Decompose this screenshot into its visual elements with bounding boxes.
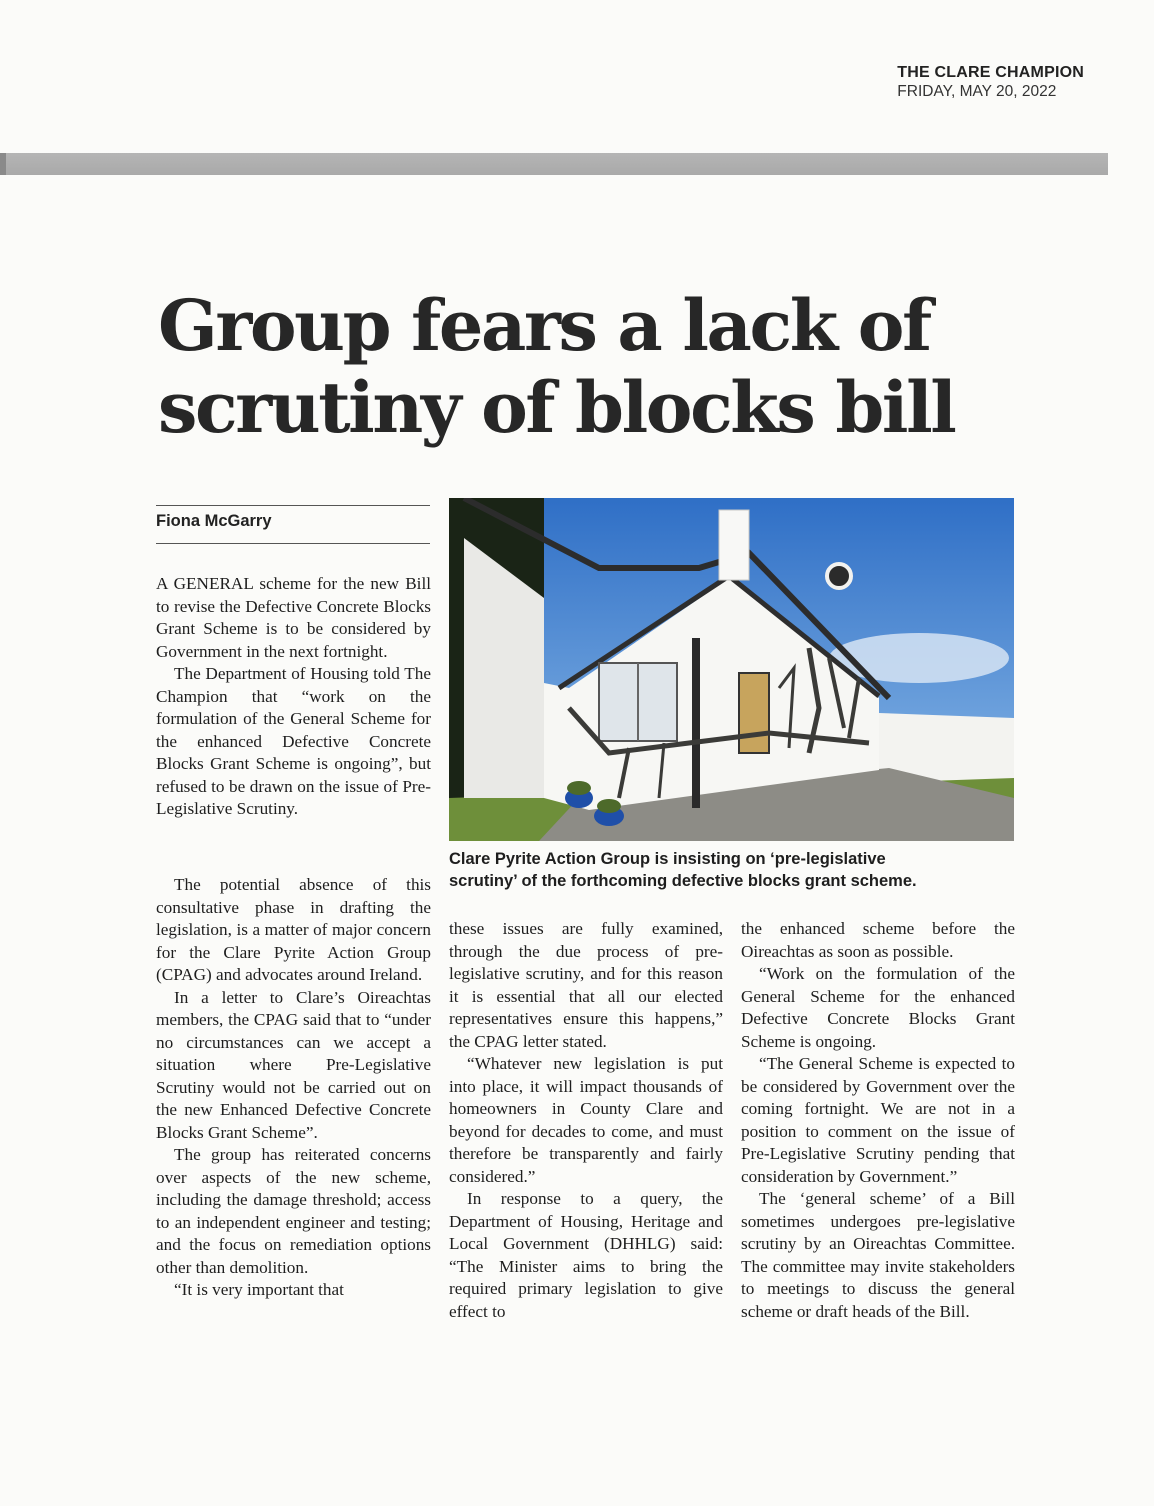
house-photo-illustration xyxy=(449,498,1014,841)
header-grey-bar xyxy=(0,153,1108,175)
headline-line-2: scrutiny of blocks bill xyxy=(158,366,955,449)
headline xyxy=(158,285,1058,449)
paragraph: The potential absence of this consultative phase in drafting the legislation, is a matter of major concern for the Clare Pyrite Action Group (CPAG) and advocates around Ireland. xyxy=(156,875,431,984)
paragraph: In a letter to Clare’s Oireachtas members, the CPAG said that to “under no circumstances can we accept a situation where Pre-Legislative Scrutiny would not be carried out on the new Enhanced Defective Concrete Blocks Grant Scheme”. xyxy=(156,987,431,1142)
paragraph: “It is very important that xyxy=(174,1280,344,1299)
caption-line-2: scrutiny’ of the forthcoming defective blocks grant scheme. xyxy=(449,872,917,890)
column-2 xyxy=(449,918,723,1323)
column-1-bottom xyxy=(156,875,431,1302)
headline-line-1: Group fears a lack of xyxy=(158,284,930,367)
paragraph: The group has reiterated concerns over aspects of the new scheme, including the damage threshold; access to an independent engineer and testing; and the focus on remediation options other than demolition. xyxy=(156,1145,431,1277)
caption-line-1: Clare Pyrite Action Group is insisting on ‘pre-legislative xyxy=(449,850,886,868)
byline-rule-top xyxy=(156,505,430,506)
paragraph: “The General Scheme is expected to be considered by Government over the coming fortnight. We are not in a position to comment on the issue of Pre-Legislative Scrutiny pending that consideration by Government.” xyxy=(741,1054,1015,1186)
byline-rule-bottom xyxy=(156,543,430,544)
paragraph: The Department of Housing told The Champion that “work on the formulation of the General Scheme for the enhanced Defective Concrete Blocks Grant Scheme is ongoing”, but refused to be drawn on the issue of Pre-Legislative Scrutiny. xyxy=(156,664,431,818)
paragraph: In response to a query, the Department of Housing, Heritage and Local Government (DHHLG) said: “The Minister aims to bring the required primary legislation to give effect to xyxy=(449,1189,723,1321)
paragraph: “Whatever new legislation is put into place, it will impact thousands of homeowners in County Clare and beyond for decades to come, and must therefore be transparently and fairly considered.” xyxy=(449,1054,723,1186)
masthead xyxy=(897,64,1084,101)
paragraph: “Work on the formulation of the General Scheme for the enhanced Defective Concrete Blocks Grant Scheme is ongoing. xyxy=(741,964,1015,1051)
column-3 xyxy=(741,918,1015,1323)
paragraph: The ‘general scheme’ of a Bill sometimes undergoes pre-legislative scrutiny by an Oireachtas Committee. The committee may invite stakeholders to meetings to discuss the general scheme or draft heads of the Bill. xyxy=(741,1189,1015,1321)
house-photo xyxy=(449,498,1014,841)
paragraph: the enhanced scheme before the Oireachtas as soon as possible. xyxy=(741,919,1015,961)
paragraph: A GENERAL scheme for the new Bill to revise the Defective Concrete Blocks Grant Scheme is to be considered by Government in the next fortnight. xyxy=(156,574,431,661)
issue-date: FRIDAY, MAY 20, 2022 xyxy=(897,83,1057,100)
byline: Fiona McGarry xyxy=(156,512,272,530)
newspaper-name: THE CLARE CHAMPION xyxy=(897,64,1084,81)
header-bar-edge xyxy=(0,153,6,175)
column-1-top xyxy=(156,573,431,821)
paragraph: these issues are fully examined, through the due process of pre-legislative scrutiny, and for this reason it is essential that all our elected representatives ensure this happens,” the CPAG letter stated. xyxy=(449,919,723,1051)
photo-caption xyxy=(449,848,1019,892)
